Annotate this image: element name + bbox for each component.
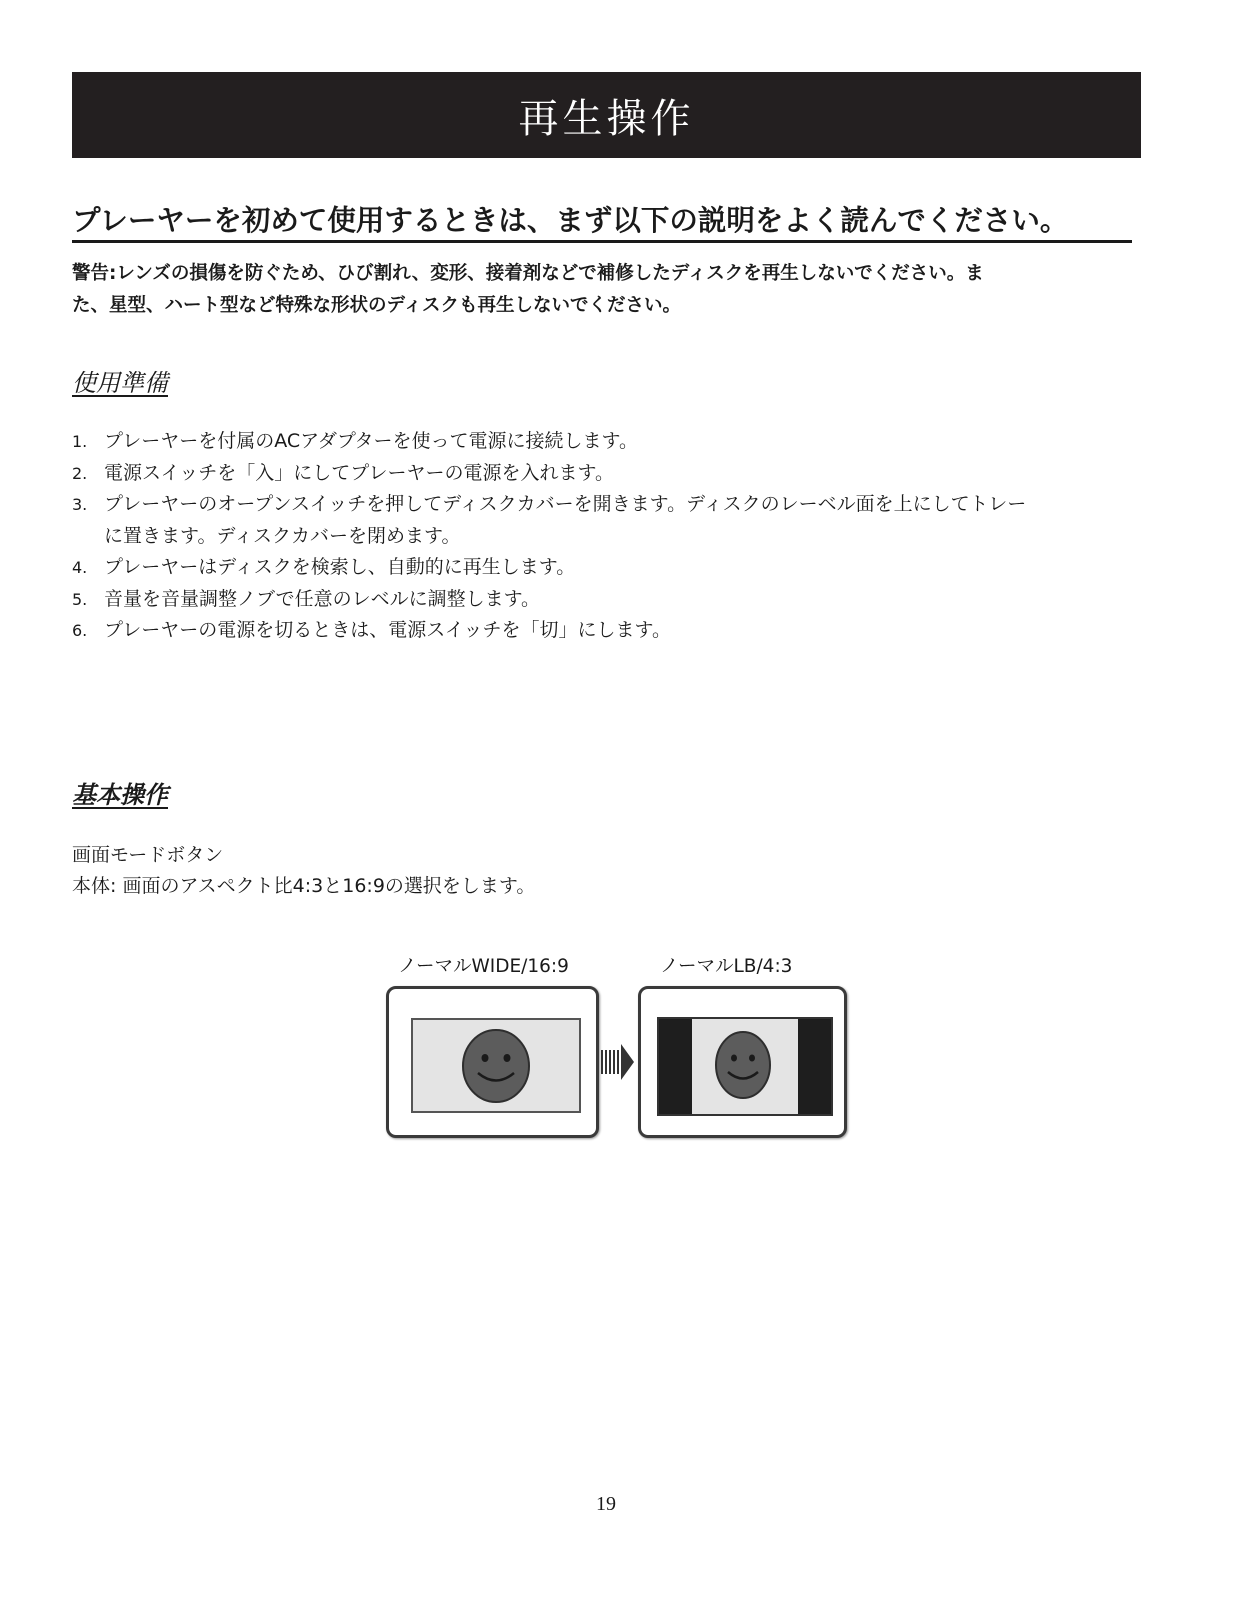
- step-text: 電源スイッチを「入」にしてプレーヤーの電源を入れます。: [104, 461, 614, 484]
- page-title: 再生操作: [518, 95, 695, 142]
- arrow-right-icon: [601, 1042, 635, 1082]
- step-text: プレーヤーのオープンスイッチを押してディスクカバーを開きます。ディスクのレーベル面を上にしてトレー: [104, 493, 1027, 515]
- smiley-face-icon: [714, 1029, 772, 1101]
- step-number: 4.: [72, 558, 88, 577]
- caption-letterbox: ノーマルLB/4:3: [660, 956, 793, 977]
- mode-button-description: [72, 840, 535, 902]
- step-item: [72, 584, 1147, 616]
- page-number: 19: [596, 1493, 616, 1515]
- mode-button-label: 画面モードボタン: [72, 844, 224, 866]
- page-title-bar: [72, 72, 1141, 158]
- smiley-face-icon: [461, 1026, 531, 1104]
- section-title-basic: 基本操作: [72, 781, 168, 809]
- step-number: 2.: [72, 463, 88, 483]
- step-text: プレーヤーの電源を切るときは、電源スイッチを「切」にします。: [104, 619, 671, 641]
- letterbox-bar-right: [798, 1019, 831, 1114]
- warning-line: た、星型、ハート型など特殊な形状のディスクも再生しないでください。: [72, 295, 682, 316]
- screen-wide-illustration: [386, 986, 599, 1138]
- wide-picture-area: [411, 1018, 581, 1113]
- step-text: プレーヤーを付属のACアダプターを使って電源に接続します。: [104, 430, 638, 452]
- step-number: 5.: [72, 589, 88, 609]
- mode-button-desc: 本体: 画面のアスペクト比4:3と16:9の選択をします。: [72, 875, 536, 897]
- step-item: [72, 615, 1147, 647]
- step-text: 音量を音量調整ノブで任意のレベルに調整します。: [104, 587, 541, 610]
- screen-letterbox-illustration: [638, 986, 847, 1138]
- step-text: プレーヤーはディスクを検索し、自動的に再生します。: [104, 556, 576, 578]
- section-title-preparation: 使用準備: [72, 369, 168, 397]
- step-item: [72, 489, 1147, 552]
- step-item: [72, 458, 1147, 490]
- warning-text: [72, 258, 1147, 322]
- step-item: [72, 552, 1147, 584]
- step-item: [72, 426, 1147, 458]
- intro-heading: プレーヤーを初めて使用するときは、まず以下の説明をよく読んでください。: [72, 203, 1132, 243]
- letterbox-bar-left: [659, 1019, 692, 1114]
- step-number: 3.: [72, 495, 88, 514]
- letterbox-picture-area: [657, 1017, 833, 1116]
- preparation-steps: [72, 426, 1147, 647]
- step-text-continued: に置きます。ディスクカバーを閉めます。: [104, 524, 461, 547]
- warning-line: 警告:レンズの損傷を防ぐため、ひび割れ、変形、接着剤などで補修したディスクを再生しないでください。ま: [72, 263, 984, 284]
- step-number: 6.: [72, 621, 88, 640]
- step-number: 1.: [72, 432, 88, 451]
- caption-wide: ノーマルWIDE/16:9: [398, 956, 569, 977]
